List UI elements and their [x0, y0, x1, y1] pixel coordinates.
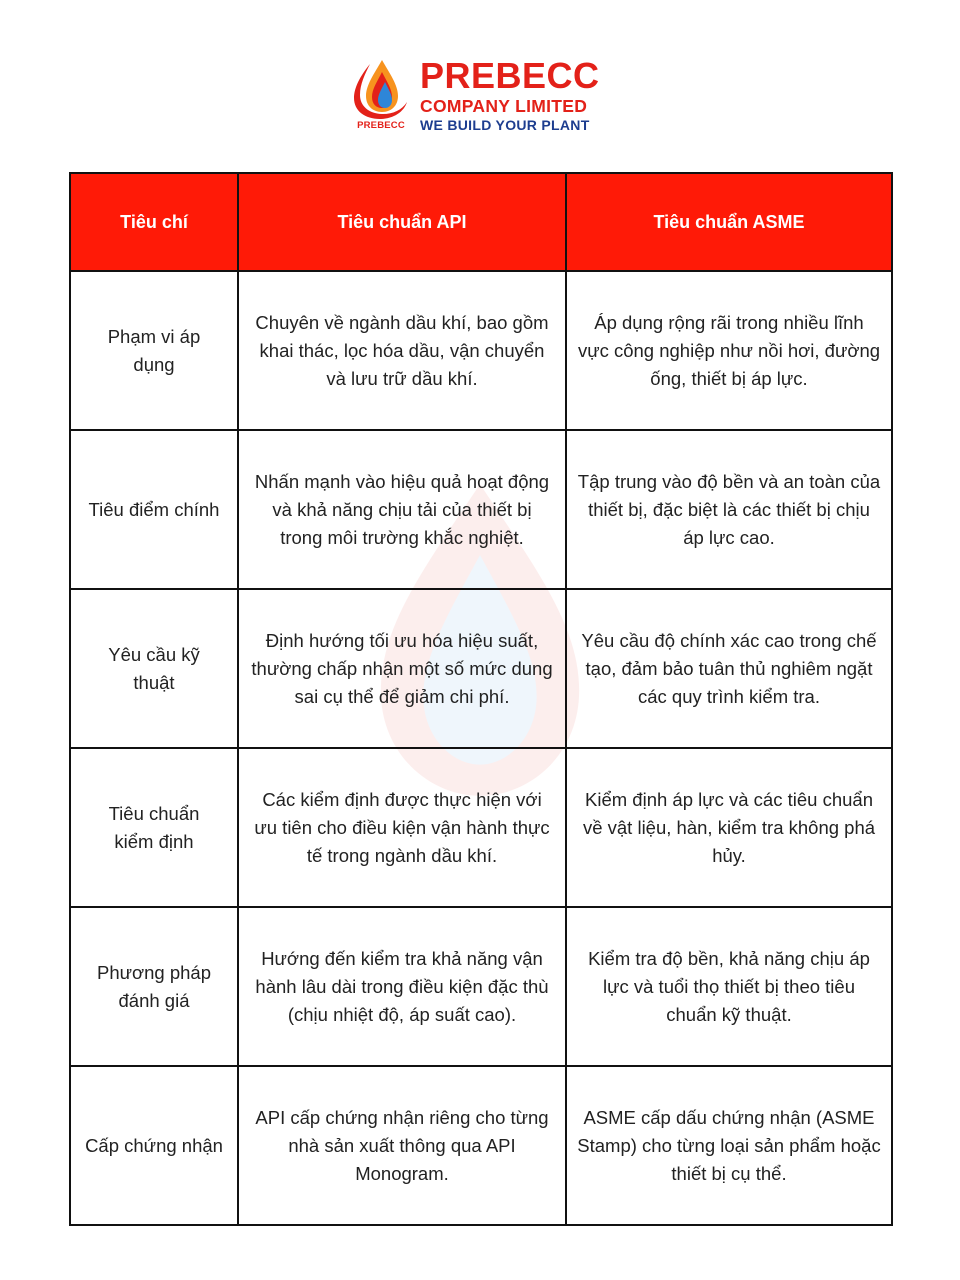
cell-asme: Áp dụng rộng rãi trong nhiều lĩnh vực công nghiệp như nồi hơi, đường ống, thiết bị áp lực.: [566, 271, 892, 430]
table-row: [70, 1066, 892, 1225]
table-row: [70, 430, 892, 589]
cell-api: Hướng đến kiểm tra khả năng vận hành lâu dài trong điều kiện đặc thù (chịu nhiệt độ, áp suất cao).: [238, 907, 566, 1066]
cell-api: API cấp chứng nhận riêng cho từng nhà sản xuất thông qua API Monogram.: [238, 1066, 566, 1225]
cell-api: Định hướng tối ưu hóa hiệu suất, thường chấp nhận một số mức dung sai cụ thể để giảm chi phí.: [238, 589, 566, 748]
header-asme: Tiêu chuẩn ASME: [566, 173, 892, 271]
cell-criterion: Cấp chứng nhận: [70, 1066, 238, 1225]
logo-text: [420, 55, 600, 134]
table-row: [70, 907, 892, 1066]
cell-criterion: Tiêu điểm chính: [70, 430, 238, 589]
company-logo: [352, 55, 600, 138]
cell-criterion: Tiêu chuẩn kiểm định: [70, 748, 238, 907]
cell-asme: Tập trung vào độ bền và an toàn của thiết bị, đặc biệt là các thiết bị chịu áp lực cao.: [566, 430, 892, 589]
cell-asme: Kiểm tra độ bền, khả năng chịu áp lực và tuổi thọ thiết bị theo tiêu chuẩn kỹ thuật.: [566, 907, 892, 1066]
cell-criterion: Phạm vi áp dụng: [70, 271, 238, 430]
cell-criterion: Phương pháp đánh giá: [70, 907, 238, 1066]
table-row: [70, 589, 892, 748]
brand-company: COMPANY LIMITED: [420, 96, 588, 116]
cell-api: Các kiểm định được thực hiện với ưu tiên cho điều kiện vận hành thực tế trong ngành dầu khí.: [238, 748, 566, 907]
header-criterion: Tiêu chí: [70, 173, 238, 271]
comparison-table: [69, 172, 893, 1226]
table-header-row: [70, 173, 892, 271]
flame-logo-icon: [352, 58, 410, 138]
cell-api: Nhấn mạnh vào hiệu quả hoạt động và khả năng chịu tải của thiết bị trong môi trường khắc nghiệt.: [238, 430, 566, 589]
cell-asme: Yêu cầu độ chính xác cao trong chế tạo, đảm bảo tuân thủ nghiêm ngặt các quy trình kiểm tra.: [566, 589, 892, 748]
logo-mark-label: PREBECC: [357, 120, 405, 131]
cell-api: Chuyên về ngành dầu khí, bao gồm khai thác, lọc hóa dầu, vận chuyển và lưu trữ dầu khí.: [238, 271, 566, 430]
table-row: [70, 271, 892, 430]
header-api: Tiêu chuẩn API: [238, 173, 566, 271]
brand-slogan: WE BUILD YOUR PLANT: [420, 117, 590, 133]
cell-criterion: Yêu cầu kỹ thuật: [70, 589, 238, 748]
table-row: [70, 748, 892, 907]
cell-asme: ASME cấp dấu chứng nhận (ASME Stamp) cho từng loại sản phẩm hoặc thiết bị cụ thể.: [566, 1066, 892, 1225]
cell-asme: Kiểm định áp lực và các tiêu chuẩn về vật liệu, hàn, kiểm tra không phá hủy.: [566, 748, 892, 907]
brand-name: PREBECC: [420, 55, 600, 96]
